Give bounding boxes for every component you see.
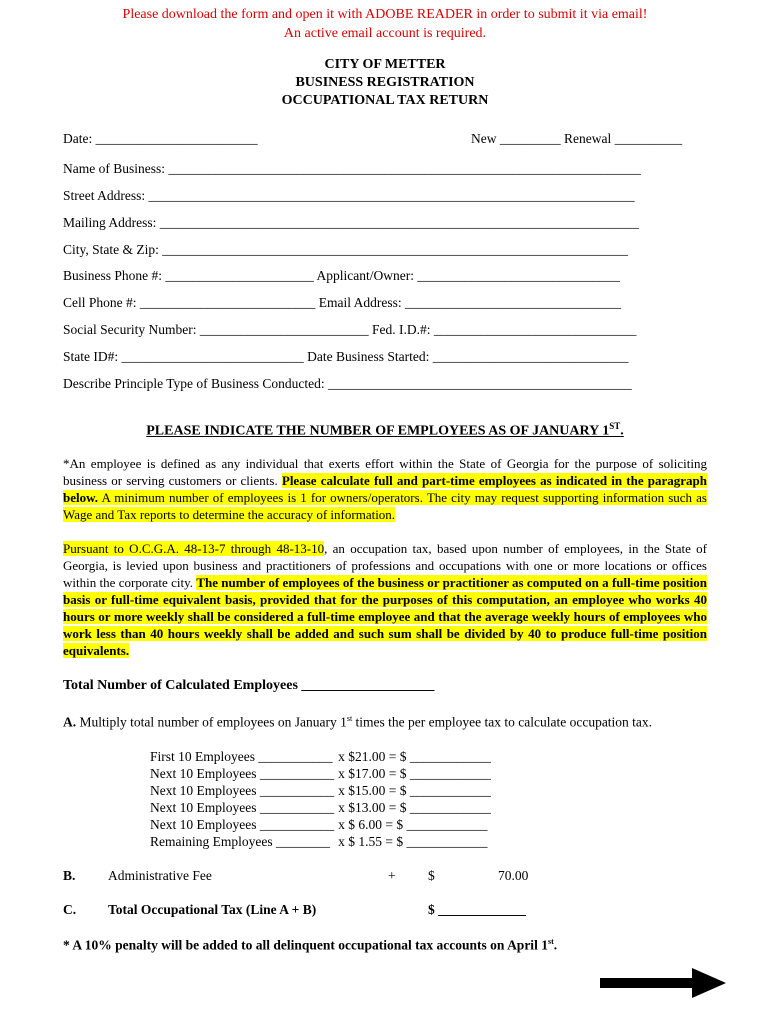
pursuant-bold-highlight: The number of employees of the business or practitioner as computed on a full-time position basis or full-time equivalent basis, provided that for the purposes of this computation, an employee who works 40 hours or more weekly shall be considered a full-time employee and that the average weekly hours of employees who work less than 40 hours weekly shall be added and such sum shall be divided by 40 to produce full-time position equivalents. (63, 575, 707, 658)
penalty-note (63, 937, 557, 954)
employees-heading-sup: ST (609, 421, 621, 431)
line-a-text: Multiply total number of employees on January 1 (76, 714, 347, 730)
tier-row[interactable] (150, 816, 491, 833)
street-address-field[interactable]: Street Address: ________________________________________________________________________ (63, 188, 635, 203)
business-name-field[interactable]: Name of Business: ______________________________________________________________________ (63, 161, 641, 176)
employees-heading-end: . (620, 423, 624, 439)
date-field[interactable]: Date: ________________________ (63, 131, 258, 146)
line-a-instruction (63, 714, 652, 731)
penalty-end: . (553, 937, 558, 953)
line-a-text-end: times the per employee tax to calculate occupation tax. (352, 714, 653, 730)
pursuant-paragraph (63, 540, 707, 659)
tier-row[interactable] (150, 833, 491, 850)
title-return: OCCUPATIONAL TAX RETURN (281, 93, 489, 108)
tier-label[interactable]: Next 10 Employees ___________ (150, 800, 335, 815)
title-city: CITY OF METTER (324, 57, 446, 72)
definition-bold-highlight: Please calculate full and part-time employees as indicated in the paragraph below. (63, 473, 707, 505)
business-type-field[interactable]: Describe Principle Type of Business Conducted: _____________________________________________ (63, 376, 632, 391)
tier-row[interactable] (150, 799, 491, 816)
new-renewal-field[interactable]: New _________ Renewal __________ (471, 131, 683, 146)
penalty-sup: st (547, 937, 554, 946)
tier-rate[interactable]: x $13.00 = $ ____________ (338, 800, 491, 815)
line-c-label: C. (63, 902, 77, 917)
line-c-text: Total Occupational Tax (Line A + B) (108, 902, 317, 917)
admin-fee-amount: 70.00 (498, 868, 529, 883)
mailing-address-field[interactable]: Mailing Address: _______________________________________________________________________ (63, 215, 639, 230)
pursuant-text: , an occupation tax, based upon number of employees, in the State of Georgia, is levied upon business and practitioners of professions and occupations with one or more locations or offices within the corporate city. (63, 541, 707, 590)
city-state-zip-field[interactable]: City, State & Zip: _____________________________________________________________________ (63, 242, 628, 257)
pursuant-citation: Pursuant to O.C.G.A. 48-13-7 through 48-13-10 (63, 541, 325, 556)
tier-row[interactable] (150, 748, 491, 765)
tier-rate[interactable]: x $ 1.55 = $ ____________ (338, 834, 488, 849)
line-b-text: Administrative Fee (108, 868, 212, 883)
tier-row[interactable] (150, 782, 491, 799)
line-a-sup: st (346, 714, 353, 723)
tier-rate[interactable]: x $ 6.00 = $ ____________ (338, 817, 488, 832)
phone-owner-field[interactable]: Business Phone #: ______________________ Applicant/Owner: ______________________________ (63, 268, 620, 283)
cell-email-field[interactable]: Cell Phone #: __________________________ Email Address: ________________________________ (63, 295, 621, 310)
arrow-right-icon[interactable] (600, 966, 728, 1000)
total-employees-field[interactable]: Total Number of Calculated Employees ___________________ (63, 678, 435, 693)
title-registration: BUSINESS REGISTRATION (295, 75, 475, 90)
tier-label[interactable]: Next 10 Employees ___________ (150, 783, 335, 798)
tier-label[interactable]: Next 10 Employees ___________ (150, 766, 335, 781)
line-a-label: A. (63, 714, 77, 730)
tier-label[interactable]: Next 10 Employees ___________ (150, 817, 335, 832)
tier-rate[interactable]: x $17.00 = $ ____________ (338, 766, 491, 781)
notice-line-1: Please download the form and open it with ADOBE READER in order to submit it via email! (122, 7, 648, 22)
download-notice (0, 5, 770, 43)
employees-heading-text: PLEASE INDICATE THE NUMBER OF EMPLOYEES AS OF JANUARY 1 (146, 423, 610, 439)
ssn-fedid-field[interactable]: Social Security Number: _________________________ Fed. I.D.#: ______________________________ (63, 322, 637, 337)
tier-row[interactable] (150, 765, 491, 782)
employee-definition (63, 455, 707, 523)
line-b-label: B. (63, 868, 76, 883)
form-title (0, 56, 770, 110)
employees-heading (0, 421, 770, 440)
definition-text: *An employee is defined as any individual that exerts effort within the State of Georgia for the purpose of soliciting business or serving customers or clients. (63, 456, 707, 488)
tier-label[interactable]: First 10 Employees ___________ (150, 749, 333, 764)
notice-line-2: An active email account is required. (283, 26, 487, 41)
tier-table (150, 748, 491, 850)
definition-highlight: A minimum number of employees is 1 for owners/operators. The city may request supporting information such as Wage and Tax reports to determine the accuracy of information. (63, 490, 707, 522)
stateid-date-started-field[interactable]: State ID#: ___________________________ Date Business Started: _____________________________ (63, 349, 629, 364)
line-b-dollar: $ (428, 868, 435, 883)
tier-label[interactable]: Remaining Employees ________ (150, 834, 330, 849)
penalty-text: * A 10% penalty will be added to all delinquent occupational tax accounts on April 1 (63, 937, 548, 953)
tier-rate[interactable]: x $15.00 = $ ____________ (338, 783, 491, 798)
line-b-plus: + (388, 868, 396, 883)
total-tax-field[interactable]: $ _____________ (428, 902, 526, 917)
tier-rate[interactable]: x $21.00 = $ ____________ (338, 749, 491, 764)
